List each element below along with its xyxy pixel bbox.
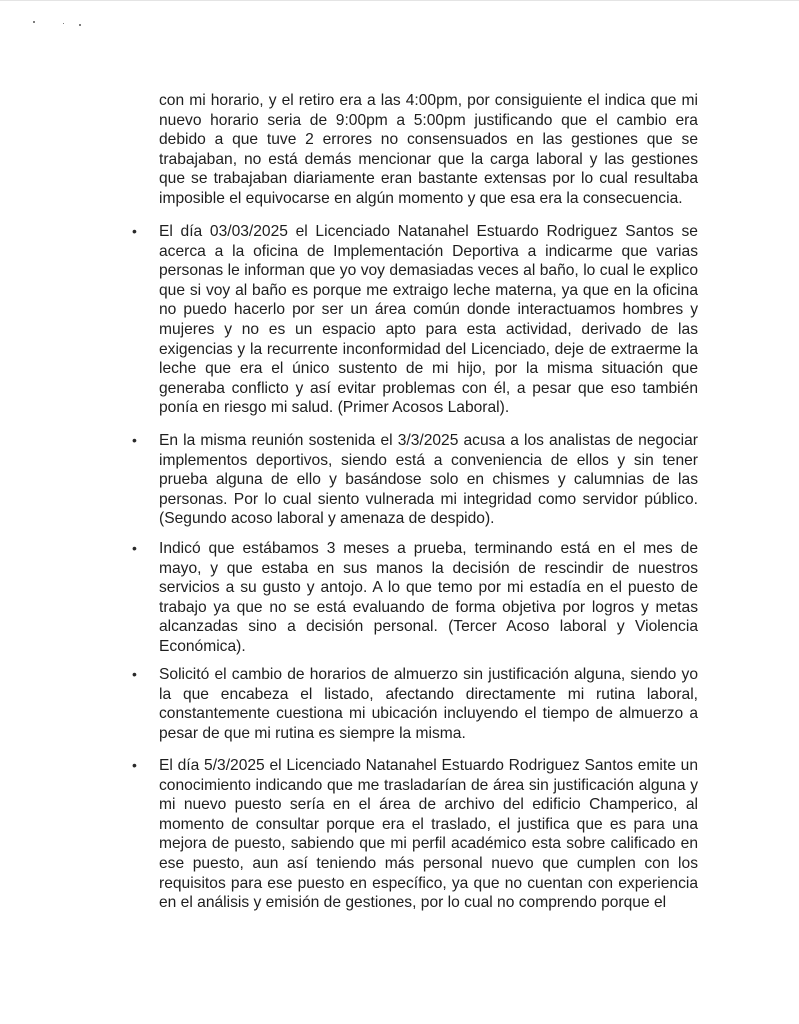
- scan-speck: [63, 23, 64, 24]
- scan-edge-line: [0, 0, 799, 1]
- scan-speck: [79, 24, 81, 26]
- bullet-icon: •: [132, 223, 137, 239]
- list-item-text: Indicó que estábamos 3 meses a prueba, terminando está en el mes de mayo, y que estaba en sus manos la decisión de rescindir de nuestros servicios a su gusto y antojo. A lo que temo por mi estadía en el puesto de trabajo ya que no se está evaluando de forma objetiva por logros y metas alcanzadas sino a decisión personal. (Tercer Acoso laboral y Violencia Económica).: [159, 540, 698, 655]
- list-item-text: En la misma reunión sostenida el 3/3/2025 acusa a los analistas de negociar implementos deportivos, siendo está a conveniencia de ellos y sin tener prueba alguna de ello y basándose solo en chismes y calumnias de las personas. Por lo cual siento vulnerada mi integridad como servidor público. (Segundo acoso laboral y amenaza de despido).: [159, 432, 698, 528]
- list-item: [132, 222, 698, 418]
- bullet-icon: •: [132, 757, 137, 773]
- list-item: [132, 431, 698, 529]
- list-item: [132, 539, 698, 657]
- bullet-icon: •: [132, 540, 137, 556]
- scan-speck: [33, 21, 35, 23]
- list-item-text: Solicitó el cambio de horarios de almuerzo sin justificación alguna, siendo yo la que encabeza el listado, afectando directamente mi rutina laboral, constantemente cuestiona mi ubicación incluyendo el tiempo de almuerzo a pesar de que mi rutina es siempre la misma.: [159, 666, 698, 742]
- bullet-icon: •: [132, 432, 137, 448]
- list-item: [132, 756, 698, 913]
- intro-paragraph: con mi horario, y el retiro era a las 4:00pm, por consiguiente el indica que mi nuevo horario seria de 9:00pm a 5:00pm justificando que el cambio era debido a que tuve 2 errores no consensuados en las gestiones que se trabajaban, no está demás mencionar que la carga laboral y las gestiones que se trabajaban diariamente eran bastante extensas por lo cual resultaba imposible el equivocarse en algún momento y que esa era la consecuencia.: [159, 92, 698, 207]
- list-item-text: El día 03/03/2025 el Licenciado Natanahel Estuardo Rodriguez Santos se acerca a la oficina de Implementación Deportiva a indicarme que varias personas le informan que yo voy demasiadas veces al baño, lo cual le explico que si voy al baño es porque me extraigo leche materna, ya que en la oficina no puedo hacerlo por ser un área común donde interactuamos hombres y mujeres y no es un espacio apto para esta actividad, derivado de las exigencias y la recurrente inconformidad del Licenciado, deje de extraerme la leche que era el único sustento de mi hijo, por la misma situación que generaba conflicto y así evitar problemas con él, a pesar que eso también ponía en riesgo mi salud. (Primer Acosos Laboral).: [159, 223, 698, 417]
- list-item-text: El día 5/3/2025 el Licenciado Natanahel Estuardo Rodriguez Santos emite un conocimiento indicando que me trasladarían de área sin justificación alguna y mi nuevo puesto sería en el área de archivo del edificio Champerico, al momento de consultar porque era el traslado, el justifica que es para una mejora de puesto, sabiendo que mi perfil académico esta sobre calificado en ese puesto, aun así teniendo más personal nuevo que cumplen con los requisitos para ese puesto en específico, ya que no cuentan con experiencia en el análisis y emisión de gestiones, por lo cual no comprendo porque el: [159, 757, 698, 912]
- bullet-icon: •: [132, 666, 137, 682]
- list-item: [132, 665, 698, 743]
